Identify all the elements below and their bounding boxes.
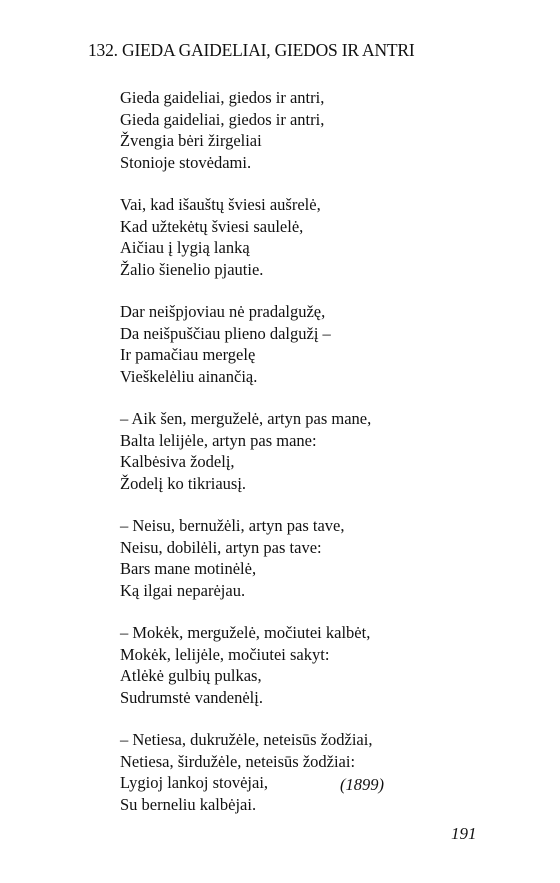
stanza-6 [120,622,440,708]
poem-line: Vai, kad išauštų šviesi aušrelė, [120,195,321,214]
poem-line: Lygioj lankoj stovėjai, [120,773,269,792]
poem-line: – Netiesa, dukružėle, neteisūs žodžiai, [120,730,373,749]
stanza-2 [120,194,440,280]
poem-line: – Aik šen, merguželė, artyn pas mane, [120,409,372,428]
poem-line: Žvengia bėri žirgeliai [120,131,262,150]
poem-line: Atlėkė gulbių pulkas, [120,666,262,685]
poem-line: Neisu, dobilėli, artyn pas tave: [120,537,322,557]
stanza-5 [120,515,440,601]
poem-date: (1899) [340,775,384,794]
stanza-4 [120,408,440,494]
poem-title: 132. GIEDA GAIDELIAI, GIEDOS IR ANTRI [88,40,415,60]
poem-line: Ką ilgai neparėjau. [120,580,246,600]
poem-line: Kalbėsiva žodelį, [120,452,235,471]
poem-line: Gieda gaideliai, giedos ir antri, [120,88,325,107]
poem-line: Su berneliu kalbėjai. [120,794,257,814]
poem-line: Aičiau į lygią lanką [120,238,250,257]
poem-line: Dar neišpjoviau nė pradalgužę, [120,302,326,321]
poem-line: Kad užtekėtų šviesi saulelė, [120,216,304,236]
poem-line: Mokėk, lelijėle, močiutei sakyt: [120,644,330,664]
stanza-3 [120,301,440,387]
poem-line: Žodelį ko tikriausį. [120,473,247,493]
poem-line: Vieškelėliu ainančią. [120,366,258,386]
poem-line: Bars mane motinėlė, [120,559,257,578]
poem-line: – Mokėk, merguželė, močiutei kalbėt, [120,623,371,642]
poem-line: Sudrumstė vandenėlį. [120,687,263,707]
poem-line: Balta lelijėle, artyn pas mane: [120,430,317,450]
poem-body [120,87,440,836]
poem-line: Žalio šienelio pjautie. [120,259,264,279]
poem-line: Da neišpuščiau plieno dalgužį – [120,323,331,343]
poem-line: Stonioje stovėdami. [120,152,252,172]
poem-line: Gieda gaideliai, giedos ir antri, [120,109,325,129]
poem-line: Netiesa, širdužėle, neteisūs žodžiai: [120,751,356,771]
page-number: 191 [451,824,477,843]
stanza-7 [120,729,440,815]
stanza-1 [120,87,440,173]
poem-line: Ir pamačiau mergelę [120,345,256,364]
poem-line: – Neisu, bernužėli, artyn pas tave, [120,516,345,535]
